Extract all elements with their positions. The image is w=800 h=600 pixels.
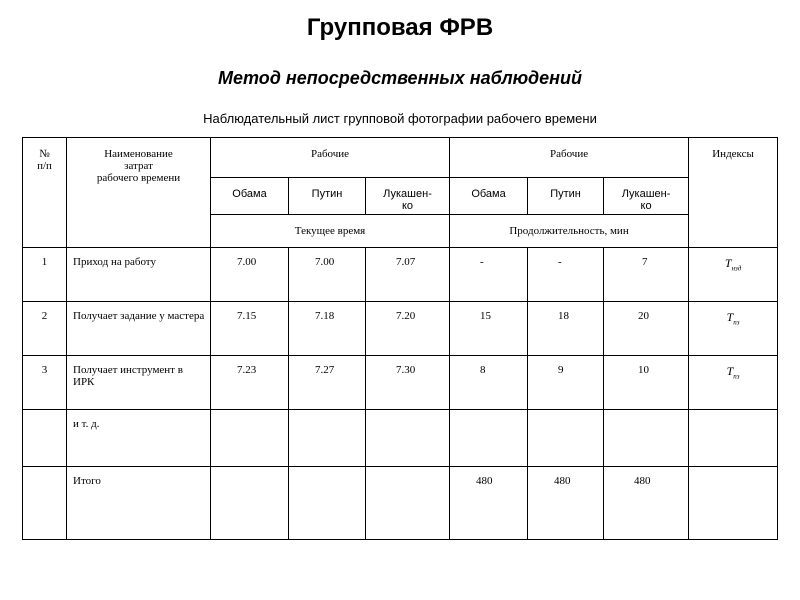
page-subtitle: Метод непосредственных наблюдений: [217, 68, 583, 88]
time-obama: 7.23: [211, 356, 289, 410]
time-putin: 7.18: [289, 302, 366, 356]
row-index: [689, 356, 778, 410]
index-subscript: пз: [733, 372, 740, 381]
row-number: 2: [23, 302, 67, 356]
header-number: № п/п: [23, 138, 67, 248]
row-number: 1: [23, 248, 67, 302]
table-row: [23, 302, 778, 356]
time-lukashenko: 7.07: [366, 248, 450, 302]
time-lukashenko: [366, 467, 450, 540]
header-workers-group-1: Рабочие: [211, 138, 450, 178]
duration-putin: 480: [528, 467, 604, 540]
row-index: [689, 410, 778, 467]
duration-obama: -: [450, 248, 528, 302]
row-index: [689, 248, 778, 302]
row-number: [23, 467, 67, 540]
duration-lukashenko: 20: [604, 302, 689, 356]
duration-obama: 8: [450, 356, 528, 410]
row-number: [23, 410, 67, 467]
table-row: [23, 410, 778, 467]
duration-lukashenko: 7: [604, 248, 689, 302]
row-name: Получает задание у мастера: [67, 302, 211, 356]
header-worker-obama-2: Обама: [450, 178, 528, 215]
duration-lukashenko: 480: [604, 467, 689, 540]
row-name: Получает инструмент в ИРК: [67, 356, 211, 410]
header-worker-lukashenko-2: Лукашен- ко: [604, 178, 689, 215]
row-name: и т. д.: [67, 410, 211, 467]
index-subscript: пз: [733, 318, 740, 327]
time-putin: [289, 467, 366, 540]
time-obama: 7.00: [211, 248, 289, 302]
duration-putin: [528, 410, 604, 467]
duration-putin: -: [528, 248, 604, 302]
time-putin: 7.27: [289, 356, 366, 410]
table-row: [23, 467, 778, 540]
row-index: [689, 302, 778, 356]
observation-table: [22, 137, 778, 540]
duration-lukashenko: 10: [604, 356, 689, 410]
duration-lukashenko: [604, 410, 689, 467]
duration-putin: 18: [528, 302, 604, 356]
header-worker-obama-1: Обама: [211, 178, 289, 215]
header-workers-group-2: Рабочие: [450, 138, 689, 178]
index-symbol: Т: [726, 310, 734, 324]
time-lukashenko: 7.30: [366, 356, 450, 410]
row-index: [689, 467, 778, 540]
header-duration: Продолжительность, мин: [450, 215, 689, 248]
header-worker-lukashenko-1: Лукашен- ко: [366, 178, 450, 215]
header-worker-putin-1: Путин: [289, 178, 366, 215]
duration-obama: 15: [450, 302, 528, 356]
header-name: Наименование затрат рабочего времени: [67, 138, 211, 248]
row-name: Итого: [67, 467, 211, 540]
table-row: [23, 248, 778, 302]
header-current-time: Текущее время: [211, 215, 450, 248]
header-indexes: Индексы: [689, 138, 778, 248]
row-number: 3: [23, 356, 67, 410]
time-obama: [211, 467, 289, 540]
duration-obama: [450, 410, 528, 467]
time-obama: 7.15: [211, 302, 289, 356]
index-symbol: Т: [724, 256, 732, 270]
index-subscript: нзд: [731, 264, 742, 273]
time-obama: [211, 410, 289, 467]
time-putin: 7.00: [289, 248, 366, 302]
time-putin: [289, 410, 366, 467]
index-symbol: Т: [726, 364, 734, 378]
table-row: [23, 356, 778, 410]
header-worker-putin-2: Путин: [528, 178, 604, 215]
time-lukashenko: 7.20: [366, 302, 450, 356]
time-lukashenko: [366, 410, 450, 467]
duration-putin: 9: [528, 356, 604, 410]
table-caption: Наблюдательный лист групповой фотографии рабочего времени: [203, 111, 597, 126]
page-title: Групповая ФРВ: [306, 14, 494, 41]
duration-obama: 480: [450, 467, 528, 540]
row-name: Приход на работу: [67, 248, 211, 302]
